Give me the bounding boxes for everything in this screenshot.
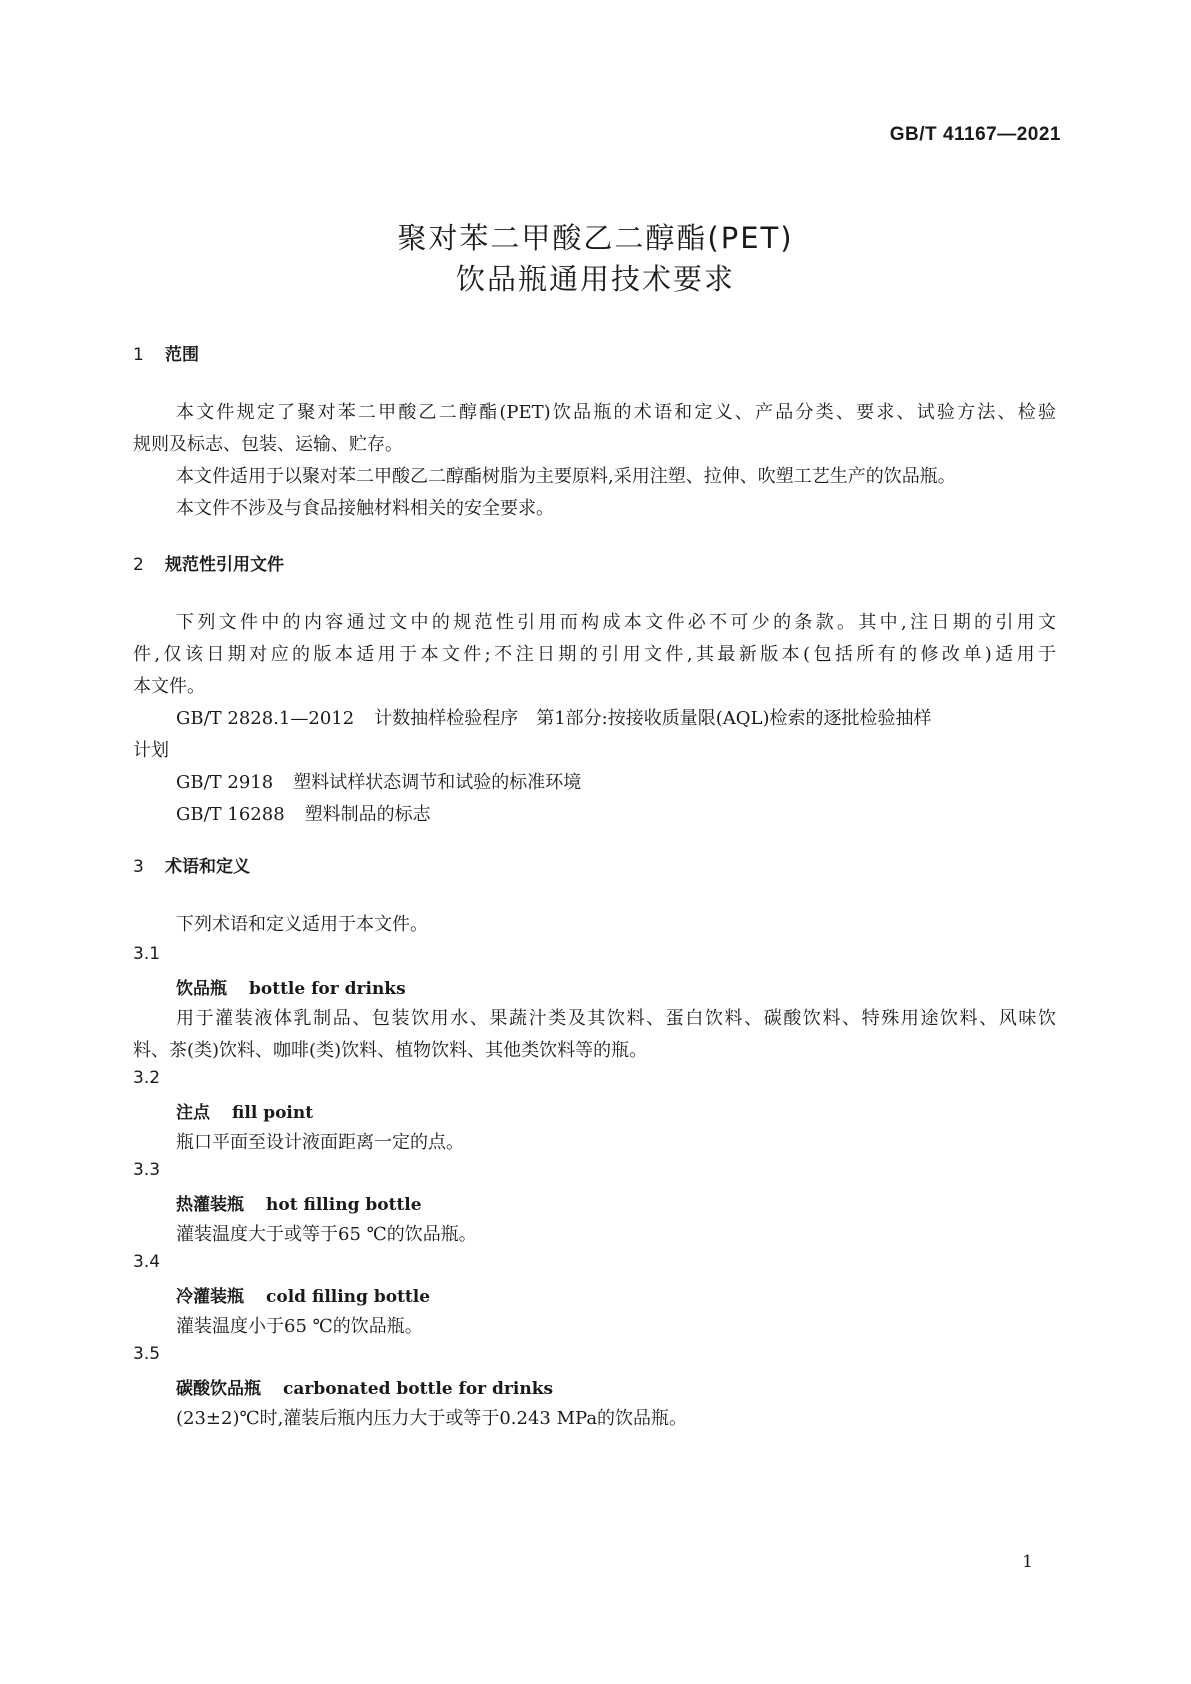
term-number: 3.5 xyxy=(133,1344,161,1364)
section-3-heading xyxy=(133,852,250,877)
reference-title: 塑料试样状态调节和试验的标准环境 xyxy=(293,772,582,793)
term-en: cold filling bottle xyxy=(266,1287,431,1307)
term-definition: 瓶口平面至设计液面距离一定的点。 xyxy=(176,1132,464,1153)
section-title: 规范性引用文件 xyxy=(165,555,284,575)
title-line-1: 聚对苯二甲酸乙二醇酯(PET) xyxy=(397,221,794,255)
reference-code: GB/T 16288 xyxy=(176,804,285,825)
term-cn: 注点 xyxy=(176,1103,210,1123)
reference-code: GB/T 2918 xyxy=(176,772,274,793)
term-definition: 用于灌装液体乳制品、包装饮用水、果蔬汁类及其饮料、蛋白饮料、碳酸饮料、特殊用途饮料、风味饮 xyxy=(176,1008,1056,1029)
term-heading xyxy=(176,1190,422,1215)
paragraph-line: 本文件规定了聚对苯二甲酸乙二醇酯(PET)饮品瓶的术语和定义、产品分类、要求、试验方法、检验 xyxy=(176,402,1056,423)
term-heading xyxy=(176,1374,553,1399)
term-en: carbonated bottle for drinks xyxy=(283,1379,554,1399)
reference-title: 塑料制品的标志 xyxy=(304,804,431,825)
term-number: 3.2 xyxy=(133,1068,161,1088)
term-en: fill point xyxy=(232,1103,314,1123)
paragraph-line: 本文件。 xyxy=(133,676,205,697)
term-number: 3.1 xyxy=(133,944,161,964)
reference-title-continued: 计划 xyxy=(133,740,169,761)
term-number: 3.4 xyxy=(133,1252,161,1272)
paragraph-line: 规则及标志、包装、运输、贮存。 xyxy=(133,434,403,455)
term-definition: 灌装温度小于65 ℃的饮品瓶。 xyxy=(176,1316,423,1337)
term-en: hot filling bottle xyxy=(266,1195,422,1215)
paragraph-line: 件,仅该日期对应的版本适用于本文件;不注日期的引用文件,其最新版本(包括所有的修改单)适用于 xyxy=(133,644,1056,665)
page-number: 1 xyxy=(1022,1552,1033,1572)
term-heading xyxy=(176,974,406,999)
term-cn: 饮品瓶 xyxy=(176,979,227,999)
paragraph-line: 下列文件中的内容通过文中的规范性引用而构成本文件必不可少的条款。其中,注日期的引用文 xyxy=(176,612,1056,633)
paragraph-line: 下列术语和定义适用于本文件。 xyxy=(176,914,428,935)
section-title: 范围 xyxy=(165,345,199,365)
term-definition: 灌装温度大于或等于65 ℃的饮品瓶。 xyxy=(176,1224,477,1245)
term-cn: 碳酸饮品瓶 xyxy=(176,1379,261,1399)
term-heading xyxy=(176,1098,313,1123)
reference-code: GB/T 2828.1—2012 xyxy=(176,708,355,729)
section-number: 3 xyxy=(133,857,144,877)
reference-item xyxy=(176,800,431,826)
paragraph-line: 本文件适用于以聚对苯二甲酸乙二醇酯树脂为主要原料,采用注塑、拉伸、吹塑工艺生产的饮品瓶。 xyxy=(176,466,956,487)
term-cn: 热灌装瓶 xyxy=(176,1195,244,1215)
standard-code: GB/T 41167—2021 xyxy=(889,124,1061,145)
section-1-heading xyxy=(133,340,199,365)
section-number: 1 xyxy=(133,345,144,365)
reference-title: 计数抽样检验程序 第1部分:按接收质量限(AQL)检索的逐批检验抽样 xyxy=(374,708,932,729)
paragraph-line: 本文件不涉及与食品接触材料相关的安全要求。 xyxy=(176,498,554,519)
term-cn: 冷灌装瓶 xyxy=(176,1287,244,1307)
title-line-2: 饮品瓶通用技术要求 xyxy=(455,262,735,296)
term-heading xyxy=(176,1282,430,1307)
term-number: 3.3 xyxy=(133,1160,161,1180)
section-2-heading xyxy=(133,550,284,575)
reference-item xyxy=(176,768,581,794)
term-definition: (23±2)℃时,灌装后瓶内压力大于或等于0.243 MPa的饮品瓶。 xyxy=(176,1408,688,1429)
term-en: bottle for drinks xyxy=(249,979,406,999)
term-definition: 料、茶(类)饮料、咖啡(类)饮料、植物饮料、其他类饮料等的瓶。 xyxy=(133,1040,648,1061)
reference-item xyxy=(176,704,931,730)
section-title: 术语和定义 xyxy=(165,857,250,877)
section-number: 2 xyxy=(133,555,144,575)
